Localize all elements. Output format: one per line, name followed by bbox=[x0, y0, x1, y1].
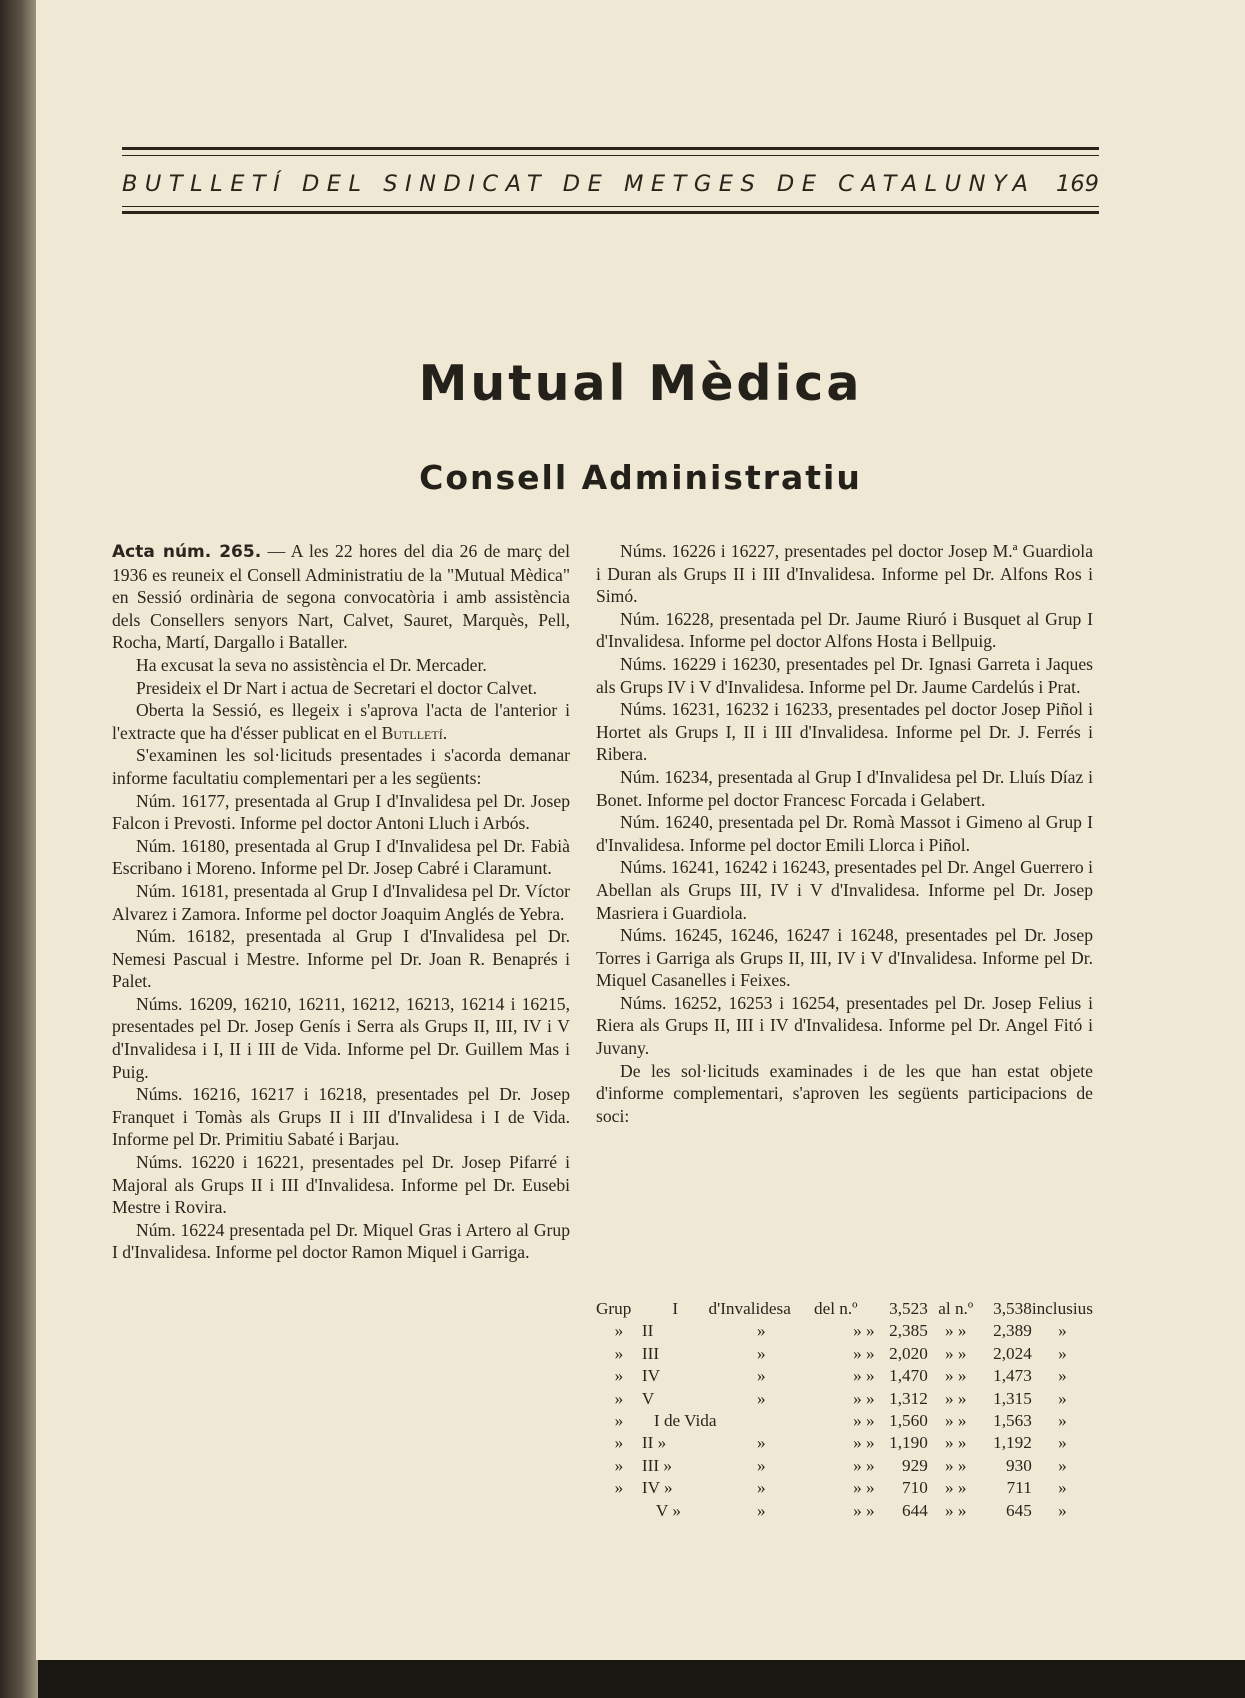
table-cell: » bbox=[1058, 1411, 1067, 1431]
table-cell: 1,560 bbox=[889, 1411, 928, 1431]
page-number: 169 bbox=[1056, 171, 1099, 197]
table-cell: » bbox=[1058, 1343, 1067, 1363]
table-cell: » » bbox=[853, 1388, 875, 1408]
book-spine bbox=[0, 0, 38, 1698]
paragraph: Núm. 16224 presentada pel Dr. Miquel Gras i Artero al Grup I d'Invalidesa. Informe pel doctor Ramon Miquel i Garriga. bbox=[112, 1219, 570, 1263]
table-cell: » bbox=[756, 1366, 766, 1386]
table-cell: 2,385 bbox=[889, 1321, 928, 1341]
table-cell: » » bbox=[944, 1388, 967, 1408]
paragraph: Núm. 16177, presentada al Grup I d'Invalidesa pel Dr. Josep Falcon i Prevosti. Informe pel doctor Antoni Lluch i Arbós. bbox=[112, 790, 570, 834]
table-cell: 645 bbox=[1006, 1500, 1032, 1520]
table-row bbox=[596, 1432, 1093, 1454]
paragraph: Núm. 16182, presentada al Grup I d'Invalidesa pel Dr. Nemesi Pascual i Mestre. Informe pel Dr. Joan R. Benaprés i Palet. bbox=[112, 926, 570, 992]
table-cell: 3,538 bbox=[993, 1299, 1032, 1318]
table-cell: » » bbox=[944, 1433, 967, 1453]
table-cell: 711 bbox=[1006, 1478, 1032, 1498]
table-cell: » bbox=[614, 1366, 624, 1386]
paragraph: S'examinen les sol·licituds presentades i s'acorda demanar informe facultatiu complementari per a les següents: bbox=[112, 745, 570, 788]
table-cell: 1,192 bbox=[993, 1433, 1032, 1453]
article-subtitle: Consell Administratiu bbox=[419, 458, 862, 497]
paragraph: Núm. 16180, presentada al Grup I d'Invalidesa pel Dr. Fabià Escribano i Moreno. Informe pel Dr. Josep Cabré i Claramunt. bbox=[112, 835, 570, 879]
table-cell: del n.º bbox=[813, 1299, 858, 1318]
paragraph: Núms. 16209, 16210, 16211, 16212, 16213, 16214 i 16215, presentades pel Dr. Josep Genís i Serra als Grups II, III, IV i V d'Invalidesa i I, II i III de Vida. Informe pel Dr. Guillem Mas i Puig. bbox=[112, 993, 570, 1082]
table-cell: » » bbox=[853, 1366, 875, 1386]
left-column bbox=[112, 540, 570, 1264]
table-row bbox=[596, 1365, 1093, 1387]
table-cell: III bbox=[641, 1343, 660, 1363]
table-cell: » » bbox=[944, 1343, 967, 1363]
table-cell: » bbox=[756, 1478, 766, 1498]
paragraph: Núms. 16229 i 16230, presentades pel Dr. Ignasi Garreta i Jaques als Grups IV i V d'Invalidesa. Informe pel Dr. Jaume Cardelús i Prat. bbox=[596, 653, 1093, 697]
table-cell: I de Vida bbox=[653, 1411, 717, 1431]
table-cell: inclusius bbox=[1031, 1299, 1093, 1318]
table-row bbox=[596, 1500, 1093, 1522]
table-cell: » bbox=[614, 1343, 624, 1363]
table-row bbox=[596, 1343, 1093, 1365]
paragraph-text: Oberta la Sessió, es llegeix i s'aprova l'acta de l'anterior i l'extracte que ha d'ésser publicat en el bbox=[112, 700, 570, 743]
table-cell: » bbox=[1058, 1366, 1067, 1386]
table-cell: » bbox=[756, 1500, 766, 1520]
table-cell: » bbox=[756, 1433, 766, 1453]
article-title: Mutual Mèdica bbox=[418, 355, 863, 412]
table-row bbox=[596, 1320, 1093, 1342]
table-cell: IV » bbox=[641, 1478, 673, 1498]
table-cell: » bbox=[756, 1455, 766, 1475]
paragraph-text-end: . bbox=[442, 722, 448, 743]
paragraph: Presideix el Dr Nart i actua de Secretari el doctor Calvet. bbox=[136, 677, 538, 698]
paragraph: Núms. 16231, 16232 i 16233, presentades pel doctor Josep Piñol i Hortet als Grups I, II i III d'Invalidesa. Informe pel Dr. J. Ferrés i Ribera. bbox=[596, 699, 1093, 765]
table-cell: 2,389 bbox=[993, 1321, 1032, 1341]
table-cell: 929 bbox=[902, 1455, 928, 1475]
paragraph: Núms. 16241, 16242 i 16243, presentades pel Dr. Angel Guerrero i Abellan als Grups III, IV i V d'Invalidesa. Informe pel Dr. Josep Masriera i Guardiola. bbox=[596, 857, 1093, 923]
table-cell: » bbox=[1058, 1433, 1067, 1453]
table-cell: I bbox=[672, 1299, 679, 1318]
paragraph: Ha excusat la seva no assistència el Dr. Mercader. bbox=[136, 654, 487, 675]
header-rule-top-thin bbox=[122, 155, 1099, 156]
table-cell: Grup bbox=[596, 1299, 632, 1318]
table-cell: 1,190 bbox=[889, 1433, 928, 1453]
table-row bbox=[596, 1455, 1093, 1477]
table-cell: » » bbox=[944, 1411, 967, 1431]
header-rule-top bbox=[122, 147, 1099, 150]
table-cell: II bbox=[641, 1321, 654, 1341]
table-cell: 930 bbox=[1006, 1455, 1032, 1475]
table-cell: 2,020 bbox=[889, 1343, 928, 1363]
opening-text: — A les 22 hores del dia 26 de març del 1936 es reuneix el Consell Administratiu de la "Mutual Mèdica" en Sessió ordinària de segona convocatòria i amb assistència dels Consellers senyors Nart, Calvet, Sauret, Marquès, Pell, Rocha, Martí, Dargallo i Bataller. bbox=[112, 541, 570, 653]
table-row bbox=[596, 1477, 1093, 1499]
table-cell: 1,312 bbox=[889, 1388, 928, 1408]
table-cell: » » bbox=[853, 1455, 875, 1475]
header-rule-bottom bbox=[122, 211, 1099, 214]
table-cell: » » bbox=[944, 1366, 967, 1386]
table-cell: » » bbox=[853, 1411, 875, 1431]
table-cell: » bbox=[756, 1321, 766, 1341]
paragraph: Núm. 16234, presentada al Grup I d'Invalidesa pel Dr. Lluís Díaz i Bonet. Informe pel doctor Francesc Forcada i Gelabert. bbox=[596, 766, 1093, 810]
right-column bbox=[596, 540, 1093, 1127]
table-cell: » bbox=[614, 1321, 624, 1341]
bulletin-name: Butlletí bbox=[381, 722, 443, 743]
table-cell: V bbox=[641, 1388, 655, 1408]
table-cell: d'Invalidesa bbox=[708, 1299, 791, 1318]
running-header bbox=[122, 166, 1099, 202]
table-cell: » bbox=[614, 1455, 624, 1475]
table-cell: IV bbox=[641, 1366, 661, 1386]
table-cell: 710 bbox=[902, 1478, 928, 1498]
table-cell: » bbox=[756, 1343, 766, 1363]
paragraph: Núms. 16245, 16246, 16247 i 16248, presentades pel Dr. Josep Torres i Garriga als Grups II, III, IV i V d'Invalidesa. Informe pel Dr. Miquel Casanelles i Feixes. bbox=[596, 925, 1093, 991]
paragraph: Núms. 16252, 16253 i 16254, presentades pel Dr. Josep Felius i Riera als Grups II, III i IV d'Invalidesa. Informe pel Dr. Angel Fitó i Juvany. bbox=[596, 992, 1093, 1059]
table-cell: 1,473 bbox=[993, 1366, 1032, 1386]
page bbox=[36, 0, 1245, 1660]
table-cell: » » bbox=[853, 1321, 875, 1341]
table-cell: » » bbox=[944, 1500, 967, 1520]
paragraph: Núms. 16216, 16217 i 16218, presentades pel Dr. Josep Franquet i Tomàs als Grups II i III d'Invalidesa i I de Vida. Informe pel Dr. Primitiu Sabaté i Barjau. bbox=[112, 1084, 570, 1150]
table-row bbox=[596, 1410, 1093, 1432]
paragraph-opening bbox=[112, 540, 570, 654]
table-cell: » » bbox=[944, 1455, 967, 1475]
table-cell: 1,470 bbox=[889, 1366, 928, 1386]
table-cell: » bbox=[1058, 1478, 1067, 1498]
table-cell: III » bbox=[641, 1455, 672, 1475]
table-cell: II » bbox=[641, 1433, 667, 1453]
header-rule-bottom-thin bbox=[122, 206, 1099, 207]
paragraph: Núms. 16220 i 16221, presentades pel Dr. Josep Pifarré i Majoral als Grups II i III d'Invalidesa. Informe pel Dr. Eusebi Mestre i Rovira. bbox=[112, 1152, 570, 1218]
table-cell: » bbox=[614, 1433, 624, 1453]
table-cell: » » bbox=[944, 1478, 967, 1498]
table-cell: 1,563 bbox=[993, 1411, 1032, 1431]
table-cell: » » bbox=[853, 1478, 875, 1498]
paragraph: Núm. 16181, presentada al Grup I d'Invalidesa pel Dr. Víctor Alvarez i Zamora. Informe pel doctor Joaquim Anglés de Yebra. bbox=[112, 880, 570, 924]
running-title: BUTLLETÍ DEL SINDICAT DE METGES DE CATALUNYA bbox=[122, 171, 1036, 197]
membership-groups-table bbox=[596, 1298, 1093, 1522]
table-cell: » » bbox=[853, 1500, 875, 1520]
paragraph: Núm. 16228, presentada pel Dr. Jaume Riuró i Busquet al Grup I d'Invalidesa. Informe pel doctor Alfons Hosta i Bellpuig. bbox=[596, 608, 1093, 652]
paragraph: De les sol·licituds examinades i de les que han estat objete d'informe complementari, s'aproven les següents participacions de soci: bbox=[596, 1060, 1093, 1126]
table-cell: » » bbox=[853, 1343, 875, 1363]
table-cell: » bbox=[1058, 1321, 1067, 1341]
table-cell bbox=[596, 1500, 642, 1522]
table-cell: » » bbox=[853, 1433, 875, 1453]
table-row bbox=[596, 1388, 1093, 1410]
table-cell: al n.º bbox=[938, 1299, 974, 1318]
paragraph bbox=[112, 699, 570, 744]
table-cell: 644 bbox=[902, 1500, 928, 1520]
table-cell: » bbox=[1058, 1500, 1067, 1520]
table-cell: » bbox=[614, 1478, 624, 1498]
table-cell: » bbox=[1058, 1388, 1067, 1408]
table-cell: 2,024 bbox=[993, 1343, 1032, 1363]
table-cell: » bbox=[756, 1388, 766, 1408]
minutes-number: Acta núm. 265. bbox=[112, 542, 262, 562]
table-cell: 1,315 bbox=[993, 1388, 1032, 1408]
paragraph: Núm. 16240, presentada pel Dr. Romà Massot i Gimeno al Grup I d'Invalidesa. Informe pel doctor Emili Llorca i Piñol. bbox=[596, 812, 1093, 855]
table-cell: » » bbox=[944, 1321, 967, 1341]
table-cell: 3,523 bbox=[889, 1299, 928, 1318]
table-cell: V » bbox=[655, 1500, 681, 1520]
table-cell: » bbox=[614, 1411, 624, 1431]
table-header-row bbox=[596, 1298, 1093, 1320]
table-cell: » bbox=[1058, 1455, 1067, 1475]
table-cell: » bbox=[614, 1388, 624, 1408]
paragraph: Núms. 16226 i 16227, presentades pel doctor Josep M.ª Guardiola i Duran als Grups II i III d'Invalidesa. Informe pel Dr. Alfons Ros i Simó. bbox=[596, 541, 1093, 607]
